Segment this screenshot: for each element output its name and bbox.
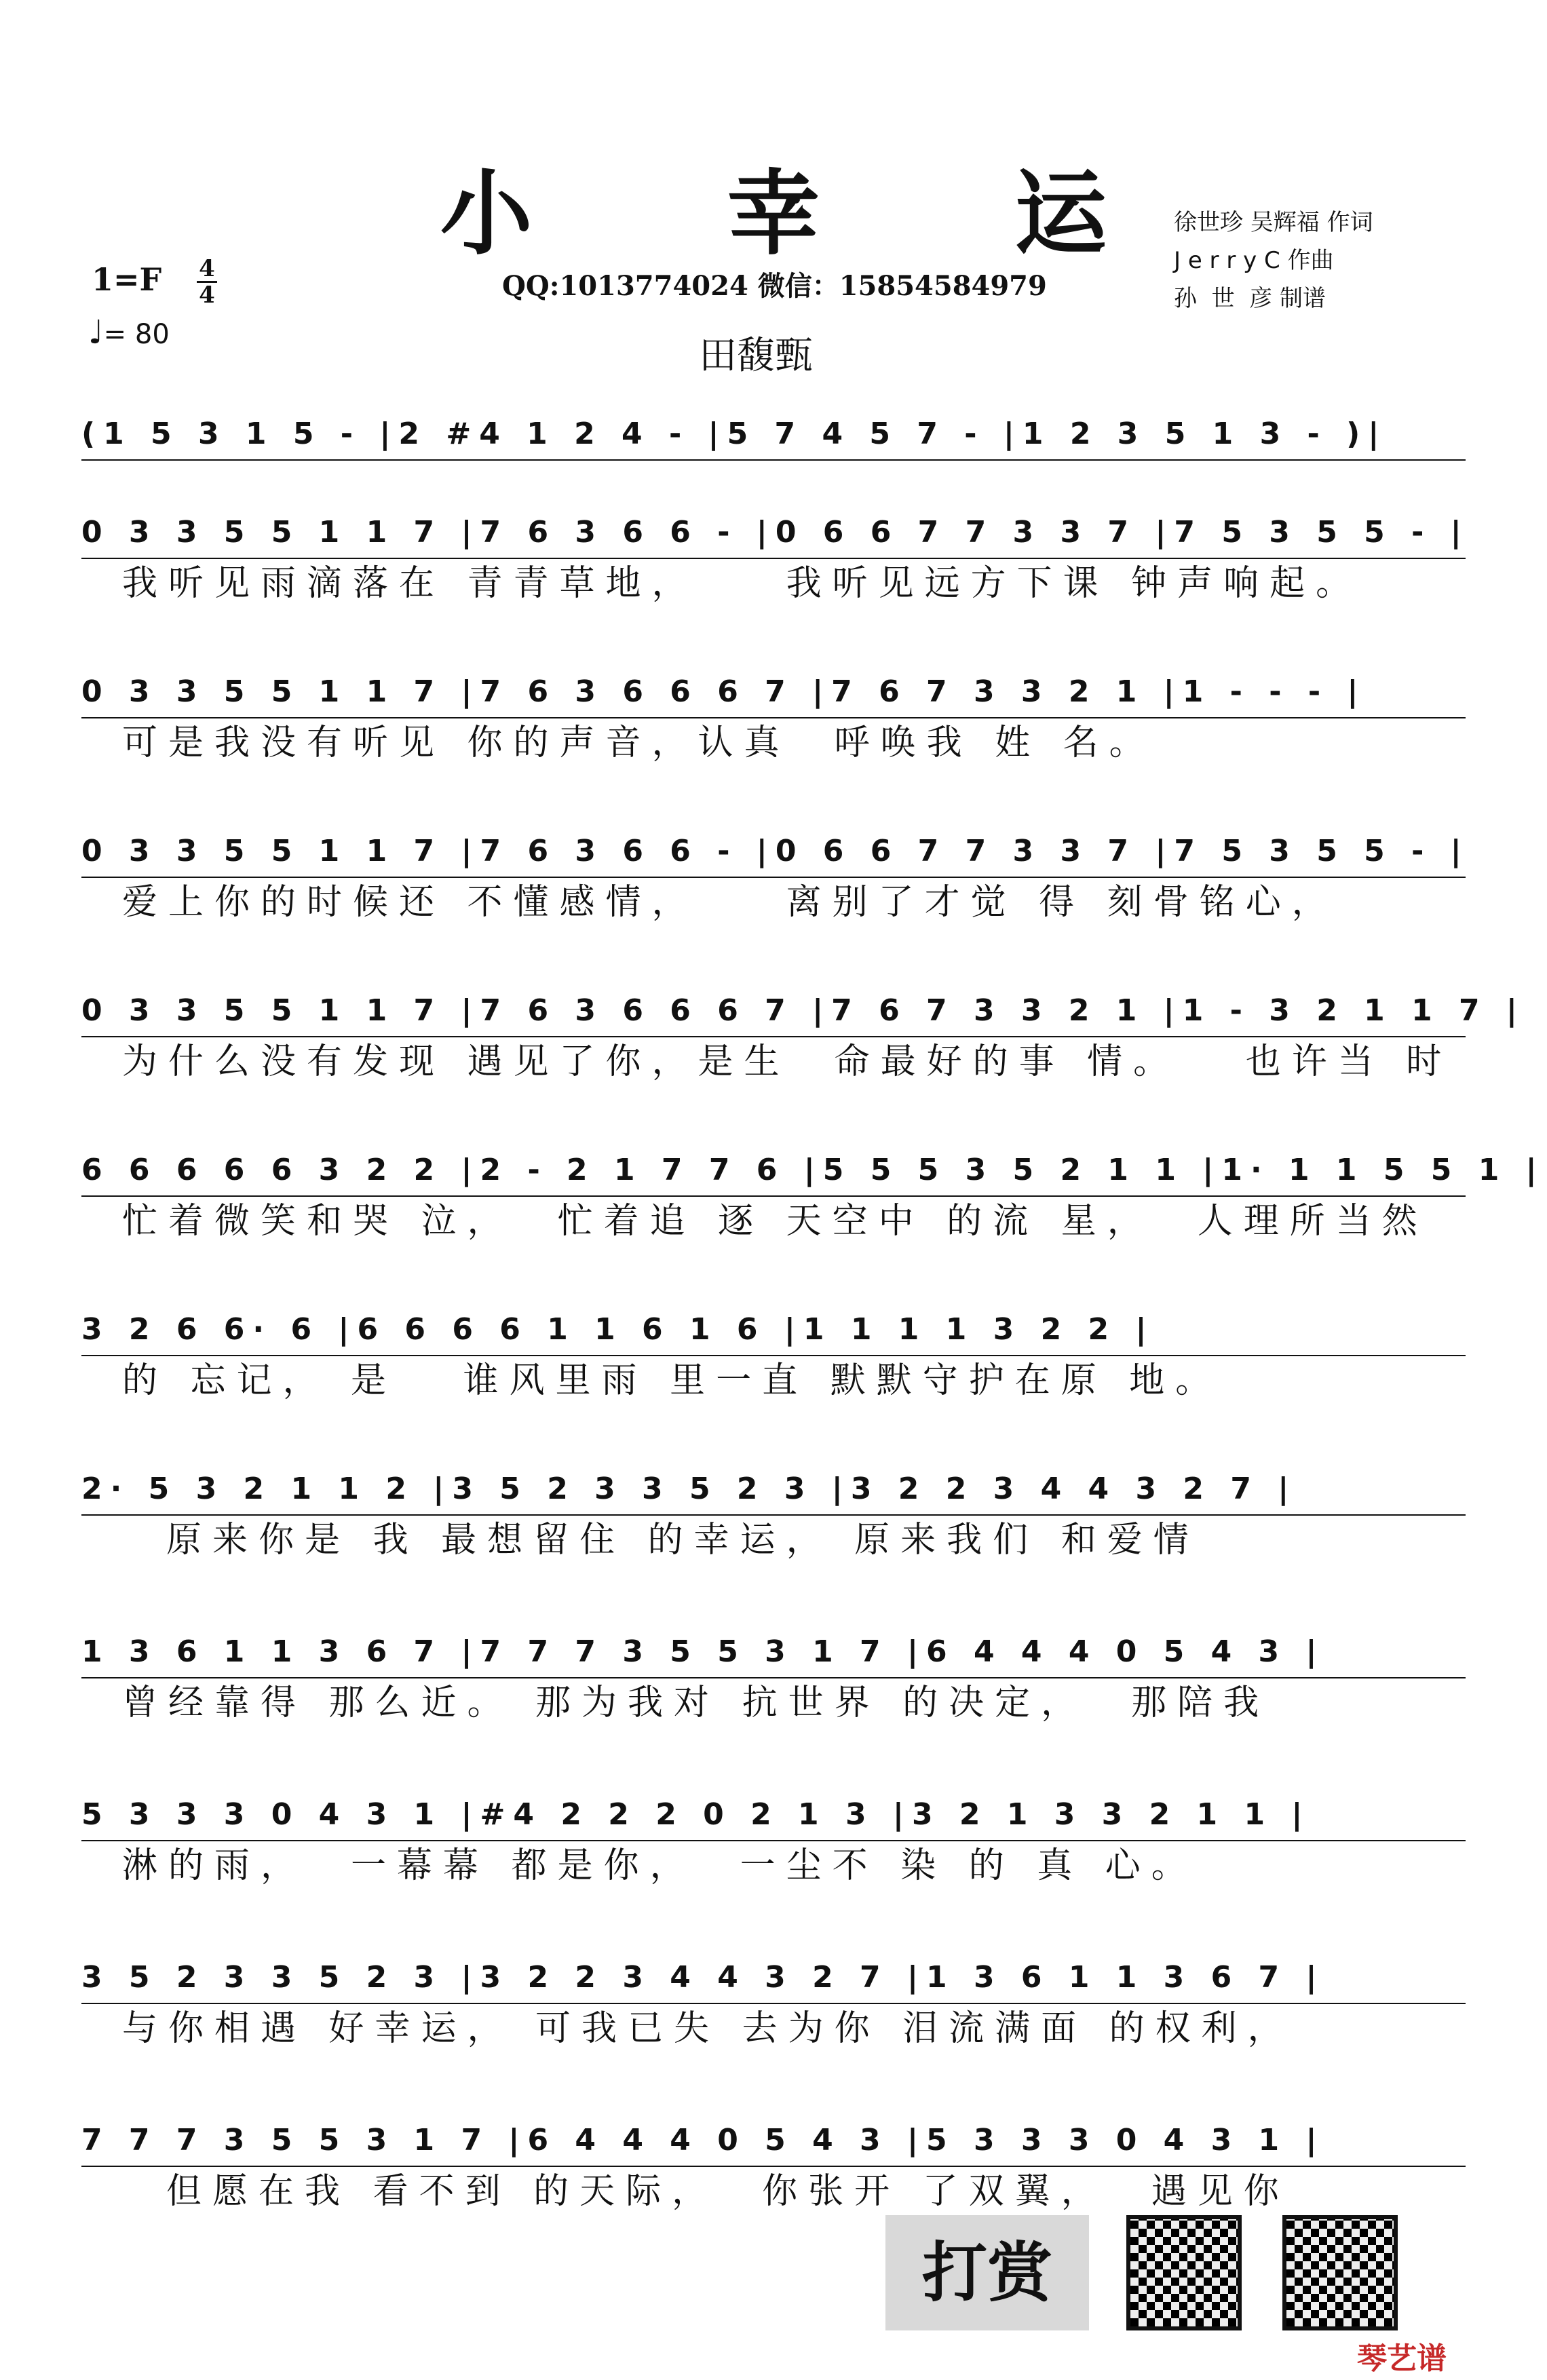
lyricist-credit: 徐世珍 吴辉福 作词: [1174, 209, 1373, 236]
brand-logo: 琴艺谱: [1357, 2341, 1447, 2376]
tempo-value: = 80: [103, 319, 170, 350]
score-line: [81, 828, 1470, 929]
score-line: [81, 1465, 1466, 1567]
notation-row: (1 5 3 1 5 - |2 #4 1 2 4 - |5 7 4 5 7 - |1 2 3 5 1 3 - )|: [81, 410, 1466, 458]
lyrics-row: [81, 458, 1466, 512]
score-line: [81, 1628, 1466, 1730]
time-top: 4: [199, 255, 215, 282]
notation-row: 7 7 7 3 5 5 3 1 7 |6 4 4 4 0 5 4 3 |5 3 3 3 0 4 3 1 |: [81, 2117, 1466, 2164]
tempo-marking: [88, 313, 170, 351]
score-line: [81, 668, 1466, 770]
notation-row: 3 2 6 6· 6 |6 6 6 6 1 1 6 1 6 |1 1 1 1 3 2 2 |: [81, 1306, 1466, 1354]
transcriber-credit: 孙 世 彦 制谱: [1174, 285, 1326, 312]
score-line: [81, 509, 1470, 611]
lyrics-row: 与你相遇 好幸运， 可我已失 去为你 泪流满面 的权利，: [122, 2008, 1294, 2049]
time-signature: [197, 256, 217, 307]
notation-row: 0 3 3 5 5 1 1 7 |7 6 3 6 6 - |0 6 6 7 7 3 3 7 |7 5 3 5 5 - |: [81, 828, 1466, 875]
reward-button[interactable]: 打赏: [885, 2215, 1089, 2330]
time-bottom: 4: [199, 282, 215, 309]
score-line: [81, 1791, 1466, 1893]
lyrics-row: 曾经靠得 那么近。 那为我对 抗世界 的决定， 那陪我: [122, 1683, 1270, 1723]
notation-row: 1 3 6 1 1 3 6 7 |7 7 7 3 5 5 3 1 7 |6 4 4 4 0 5 4 3 |: [81, 1628, 1466, 1676]
lyrics-row: 忙着微笑和哭 泣， 忙着追 逐 天空中 的流 星， 人理所当然: [122, 1201, 1428, 1242]
score-line: [81, 1147, 1545, 1248]
notation-row: 2· 5 3 2 1 1 2 |3 5 2 3 3 5 2 3 |3 2 2 3 4 4 3 2 7 |: [81, 1465, 1466, 1513]
lyrics-row: 为什么没有发现 遇见了你，是生 命最好的事 情。 也许当 时: [122, 1041, 1453, 1082]
notation-row: 0 3 3 5 5 1 1 7 |7 6 3 6 6 - |0 6 6 7 7 3 3 7 |7 5 3 5 5 - |: [81, 509, 1466, 556]
lyrics-row: 我听见雨滴落在 青青草地， 我听见远方下课 钟声响起。: [122, 563, 1362, 604]
notation-row: 6 6 6 6 6 3 2 2 |2 - 2 1 7 7 6 |5 5 5 3 5 2 1 1 |1· 1 1 5 5 1 |: [81, 1147, 1466, 1194]
key-signature: 1=F: [92, 261, 162, 298]
credits: [1174, 204, 1373, 318]
singer-name: 田馥甄: [699, 334, 813, 378]
score-line: [81, 2117, 1466, 2219]
qr-code-icon: [1126, 2215, 1242, 2330]
notation-row: 5 3 3 3 0 4 3 1 |#4 2 2 2 0 2 1 3 |3 2 1 3 3 2 1 1 |: [81, 1791, 1466, 1839]
quarter-note-icon: ♩: [88, 313, 104, 351]
notation-row: 3 5 2 3 3 5 2 3 |3 2 2 3 4 4 3 2 7 |1 3 6 1 1 3 6 7 |: [81, 1954, 1466, 2001]
lyrics-row: 但愿在我 看不到 的天际， 你张开 了双翼， 遇见你: [122, 2171, 1290, 2212]
lyrics-row: 爱上你的时候还 不懂感情， 离别了才觉 得 刻骨铭心，: [122, 882, 1338, 923]
composer-credit: J e r r y C 作曲: [1174, 247, 1334, 274]
lyrics-row: 原来你是 我 最想留住 的幸运， 原来我们 和爱情: [122, 1520, 1200, 1560]
lyrics-row: 可是我没有听见 你的声音，认真 呼唤我 姓 名。: [122, 723, 1156, 763]
score-line: [81, 410, 1466, 512]
lyrics-row: 淋的雨， 一幕幕 都是你， 一尘不 染 的 真 心。: [122, 1845, 1198, 1886]
notation-row: 0 3 3 5 5 1 1 7 |7 6 3 6 6 6 7 |7 6 7 3 3 2 1 |1 - 3 2 1 1 7 |: [81, 987, 1466, 1035]
contact-info: QQ:1013774024 微信：15854584979: [502, 270, 1047, 302]
notation-row: 0 3 3 5 5 1 1 7 |7 6 3 6 6 6 7 |7 6 7 3 3 2 1 |1 - - - |: [81, 668, 1466, 716]
score-line: [81, 1306, 1466, 1408]
qr-code-icon: [1282, 2215, 1398, 2330]
song-title: 小 幸 运: [440, 159, 1189, 268]
score-line: [81, 987, 1526, 1089]
lyrics-row: 的 忘记， 是 谁风里雨 里一直 默默守护在原 地。: [122, 1360, 1222, 1401]
score-line: [81, 1954, 1466, 2056]
